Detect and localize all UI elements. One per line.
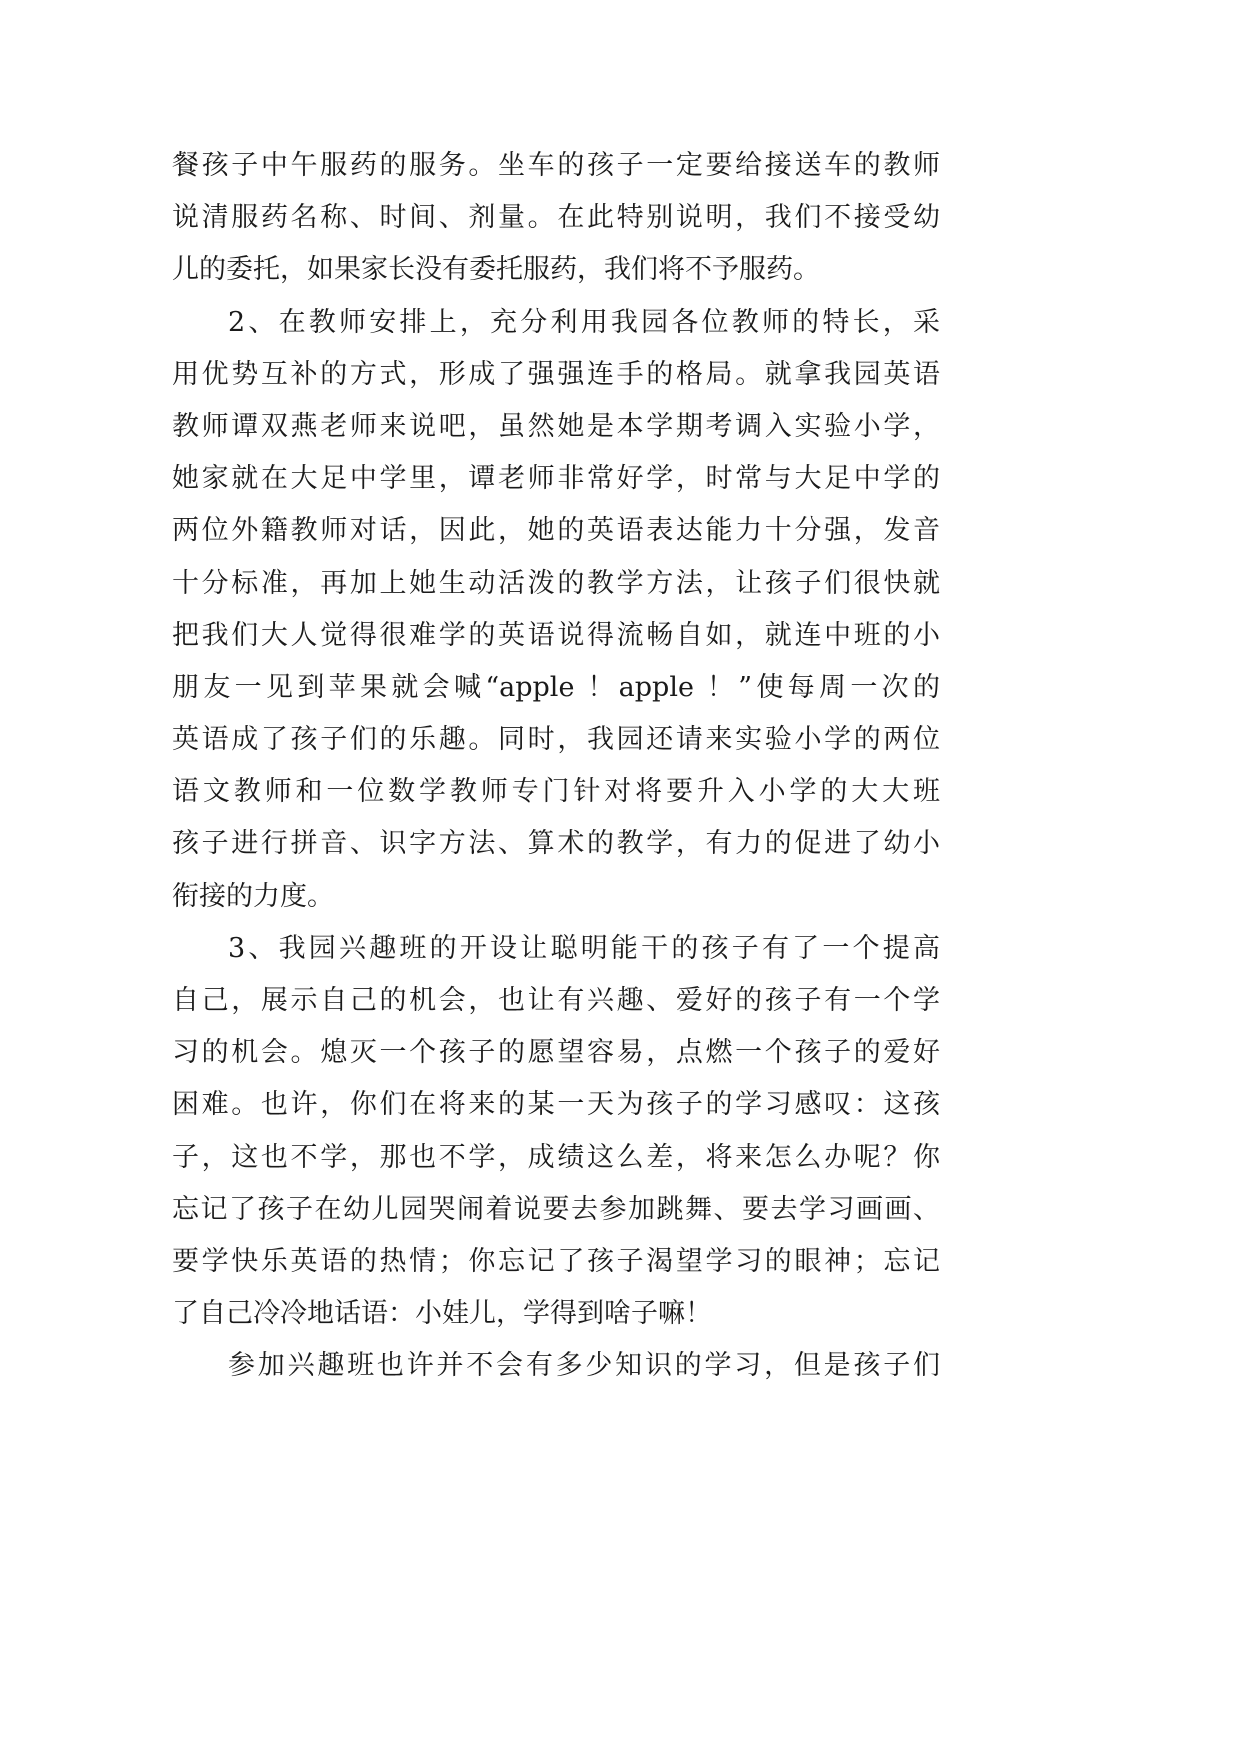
text-line: 了自己冷冷地话语：小娃儿，学得到啥子嘛！ [172, 1298, 712, 1330]
text-line: 子，这也不学，那也不学，成绩这么差，将来怎么办呢？你 [172, 1141, 940, 1173]
text-line: 孩子进行拼音、识字方法、算术的教学，有力的促进了幼小 [172, 828, 940, 860]
paragraph [172, 140, 940, 297]
text-line: 习的机会。熄灭一个孩子的愿望容易，点燃一个孩子的爱好 [172, 1037, 940, 1069]
paragraph [172, 1340, 940, 1392]
text-line: 说清服药名称、时间、剂量。在此特别说明，我们不接受幼 [172, 202, 940, 234]
text-line: 她家就在大足中学里，谭老师非常好学，时常与大足中学的 [172, 463, 940, 495]
text-line: 忘记了孩子在幼儿园哭闹着说要去参加跳舞、要去学习画画、 [172, 1193, 940, 1225]
paragraph [172, 923, 940, 1341]
text-line: 餐孩子中午服药的服务。坐车的孩子一定要给接送车的教师 [172, 150, 940, 181]
text-line: 困难。也许，你们在将来的某一天为孩子的学习感叹：这孩 [172, 1089, 940, 1121]
text-line: 朋友一见到苹果就会喊“apple ！apple ！”使每周一次的 [172, 671, 940, 703]
text-line: 十分标准，再加上她生动活泼的教学方法，让孩子们很快就 [172, 567, 940, 599]
text-line: 把我们大人觉得很难学的英语说得流畅自如，就连中班的小 [172, 619, 940, 651]
document-page [172, 140, 940, 1393]
text-line: 2、在教师安排上，充分利用我园各位教师的特长，采 [228, 306, 940, 338]
text-line: 衔接的力度。 [172, 880, 334, 912]
text-line: 两位外籍教师对话，因此，她的英语表达能力十分强，发音 [172, 515, 940, 547]
text-line: 自己，展示自己的机会，也让有兴趣、爱好的孩子有一个学 [172, 985, 940, 1016]
text-line: 参加兴趣班也许并不会有多少知识的学习，但是孩子们 [228, 1350, 940, 1382]
paragraph [172, 297, 940, 923]
text-line: 用优势互补的方式，形成了强强连手的格局。就拿我园英语 [172, 358, 940, 390]
text-line: 英语成了孩子们的乐趣。同时，我园还请来实验小学的两位 [172, 724, 940, 756]
text-line: 教师谭双燕老师来说吧，虽然她是本学期考调入实验小学， [172, 410, 940, 442]
text-line: 儿的委托，如果家长没有委托服药，我们将不予服药。 [172, 254, 820, 286]
text-line: 语文教师和一位数学教师专门针对将要升入小学的大大班 [172, 776, 940, 808]
text-line: 3、我园兴趣班的开设让聪明能干的孩子有了一个提高 [228, 932, 940, 964]
text-line: 要学快乐英语的热情；你忘记了孩子渴望学习的眼神；忘记 [172, 1245, 940, 1277]
